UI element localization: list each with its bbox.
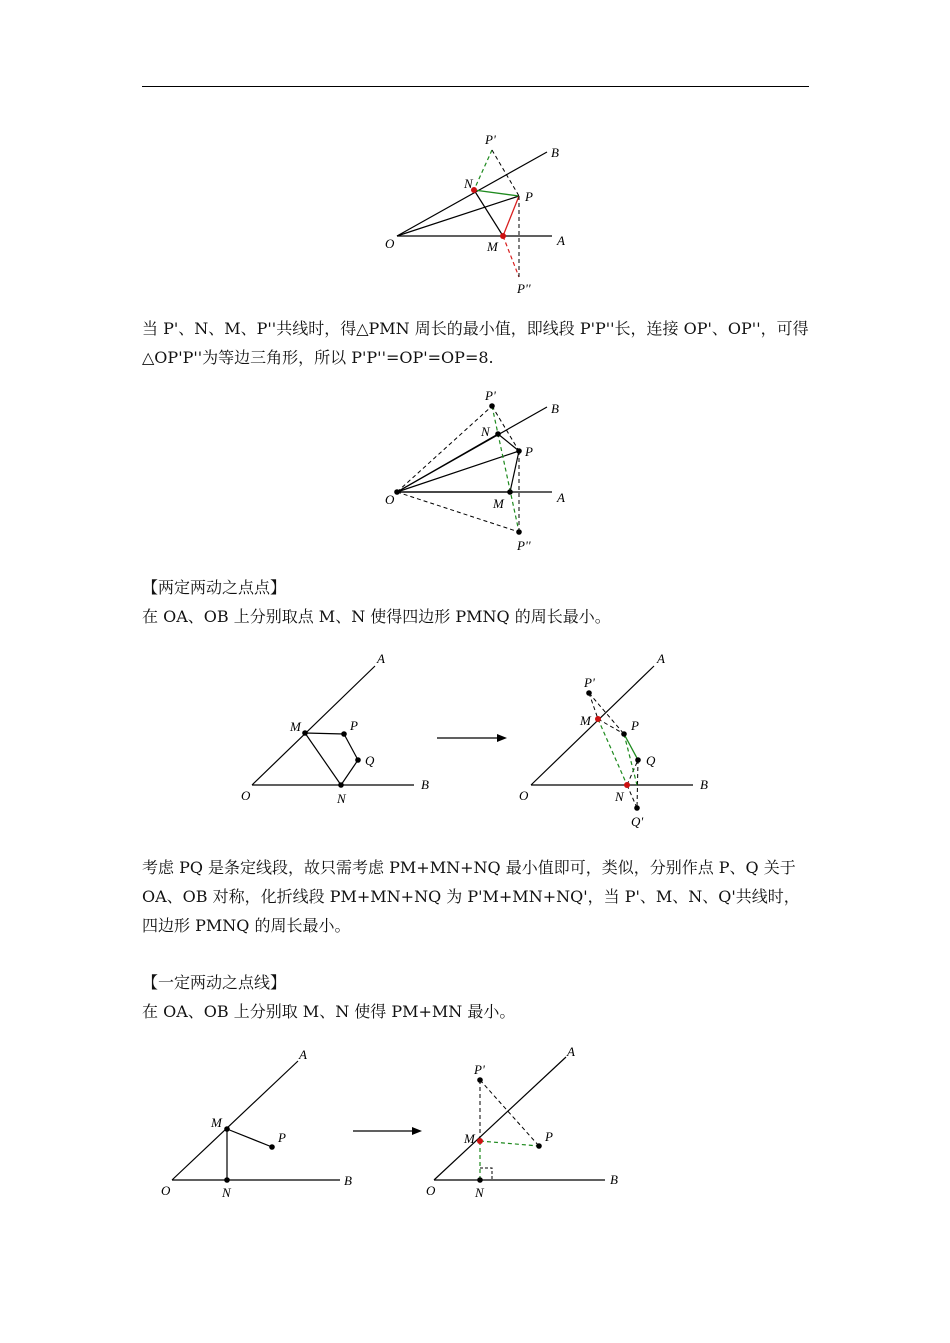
svg-text:O: O bbox=[241, 788, 251, 803]
label-o: O bbox=[385, 236, 395, 251]
svg-text:P'': P'' bbox=[517, 538, 531, 553]
svg-text:A: A bbox=[567, 1044, 575, 1059]
svg-text:O: O bbox=[426, 1183, 436, 1198]
heading-one-fixed: 【一定两动之点线】 bbox=[142, 973, 287, 992]
svg-text:M: M bbox=[580, 713, 591, 728]
problem-one-fixed: 在 OA、OB 上分别取 M、N 使得 PM+MN 最小。 bbox=[142, 1002, 516, 1021]
svg-text:M: M bbox=[464, 1131, 475, 1146]
svg-text:Q: Q bbox=[646, 753, 656, 768]
svg-text:B: B bbox=[610, 1172, 618, 1187]
svg-text:P: P bbox=[278, 1130, 286, 1145]
svg-text:N: N bbox=[222, 1185, 231, 1200]
svg-text:O: O bbox=[161, 1183, 171, 1198]
label-b: B bbox=[551, 145, 559, 160]
svg-text:O: O bbox=[385, 492, 395, 507]
svg-text:M: M bbox=[493, 496, 504, 511]
heading-two-fixed: 【两定两动之点点】 bbox=[142, 578, 287, 597]
svg-text:Q': Q' bbox=[631, 814, 644, 829]
svg-text:A: A bbox=[299, 1047, 307, 1062]
svg-text:N: N bbox=[481, 424, 490, 439]
svg-text:A: A bbox=[657, 651, 665, 666]
svg-text:M: M bbox=[211, 1115, 222, 1130]
problem-two-fixed: 在 OA、OB 上分别取点 M、N 使得四边形 PMNQ 的周长最小。 bbox=[142, 607, 611, 626]
label-m: M bbox=[487, 239, 498, 254]
svg-text:B: B bbox=[551, 401, 559, 416]
svg-text:N: N bbox=[615, 789, 624, 804]
svg-text:P: P bbox=[631, 718, 639, 733]
svg-text:O: O bbox=[519, 788, 529, 803]
svg-text:P: P bbox=[525, 444, 533, 459]
paragraph-2: 考虑 PQ 是条定线段，故只需考虑 PM+MN+NQ 最小值即可，类似，分别作点 P、Q 关于 OA、OB 对称，化折线段 PM+MN+NQ 为 P'M+MN+NQ'，当 P'、M、N、Q'共线时，四边形 PMNQ 的周长最小。 bbox=[142, 858, 800, 935]
svg-text:P': P' bbox=[584, 675, 595, 690]
label-n: N bbox=[464, 176, 473, 191]
svg-text:B: B bbox=[421, 777, 429, 792]
svg-text:Q: Q bbox=[365, 753, 375, 768]
svg-text:P': P' bbox=[485, 388, 496, 403]
svg-text:P: P bbox=[350, 718, 358, 733]
label-pdouble: P'' bbox=[517, 281, 531, 296]
svg-text:B: B bbox=[344, 1173, 352, 1188]
label-pprime: P' bbox=[485, 132, 496, 147]
label-a: A bbox=[557, 233, 565, 248]
paragraph-1: 当 P'、N、M、P''共线时，得△PMN 周长的最小值，即线段 P'P''长，连接 OP'、OP''，可得△OP'P''为等边三角形，所以 P'P''=OP'=OP=8. bbox=[142, 319, 809, 367]
svg-text:N: N bbox=[475, 1185, 484, 1200]
svg-text:A: A bbox=[557, 490, 565, 505]
svg-text:A: A bbox=[377, 651, 385, 666]
svg-text:M: M bbox=[290, 719, 301, 734]
svg-text:P': P' bbox=[474, 1062, 485, 1077]
svg-text:N: N bbox=[337, 791, 346, 806]
svg-text:P: P bbox=[545, 1129, 553, 1144]
label-p: P bbox=[525, 189, 533, 204]
svg-text:B: B bbox=[700, 777, 708, 792]
